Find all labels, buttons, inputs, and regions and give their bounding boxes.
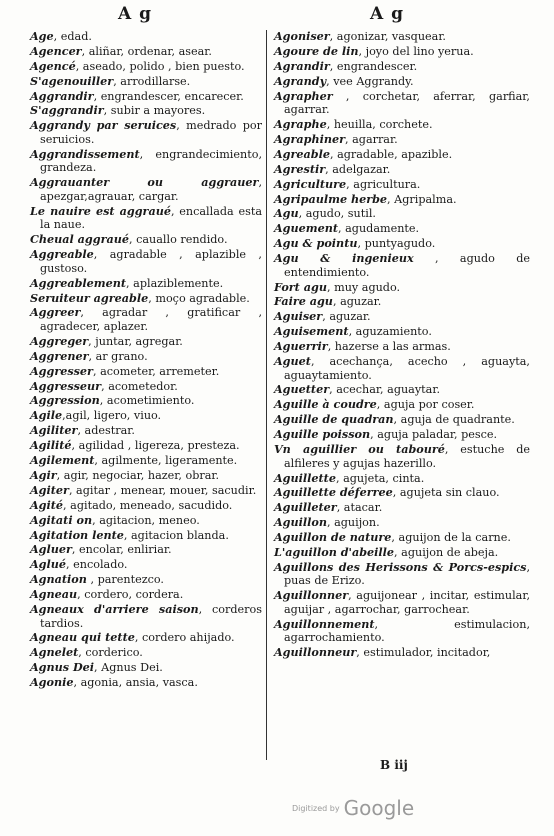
entry-headword: Aggrandy par seruices <box>30 118 177 133</box>
entry-headword: Aggrandir <box>30 88 94 103</box>
entry-definition: , agitado, meneado, sacudido. <box>63 498 233 512</box>
dictionary-entry <box>30 543 262 557</box>
dictionary-entry <box>274 281 530 295</box>
entry-definition: , hazerse a las armas. <box>327 340 451 354</box>
entry-definition: , puntyagudo. <box>357 237 436 251</box>
dictionary-entry <box>274 30 530 44</box>
entry-headword: Aguillonner <box>274 588 349 603</box>
entry-definition: , acometimiento. <box>99 394 195 408</box>
entry-headword: Agoniser <box>274 29 330 43</box>
dictionary-entry <box>30 233 262 247</box>
entry-headword: Agneau qui tette <box>30 630 135 645</box>
entry-definition: , agradable, apazible. <box>329 147 453 161</box>
entry-headword: Agiter <box>30 482 69 497</box>
dictionary-entry <box>274 355 530 382</box>
dictionary-entry <box>30 380 262 394</box>
entry-definition: , estimulador, incitador, <box>356 646 491 660</box>
dictionary-entry <box>274 561 530 588</box>
dictionary-entry <box>30 119 262 146</box>
entry-definition: , apezgar,agrauar, cargar. <box>40 176 262 203</box>
dictionary-entry <box>30 454 262 468</box>
dictionary-entry <box>30 499 262 513</box>
entry-definition: , acechar, aguaytar. <box>329 383 441 397</box>
dictionary-entry <box>274 546 530 560</box>
dictionary-entry <box>30 60 262 74</box>
entry-definition: , medrado por seruicios. <box>40 119 262 146</box>
entry-headword: Agilement <box>30 453 95 468</box>
dictionary-entry <box>30 424 262 438</box>
dictionary-entry <box>274 413 530 427</box>
dictionary-entry <box>274 383 530 397</box>
entry-headword: Aggreer <box>30 305 81 320</box>
dictionary-entry <box>274 646 530 660</box>
entry-definition: , edad. <box>53 30 92 43</box>
entry-headword: Aguillette déferree <box>274 485 393 500</box>
dictionary-entry <box>274 252 530 279</box>
entry-headword: Aguillon <box>274 515 327 530</box>
dictionary-entry <box>274 618 530 645</box>
entry-headword: Aguiser <box>274 309 323 324</box>
dictionary-entry <box>274 118 530 132</box>
dictionary-entry <box>30 573 262 587</box>
entry-definition: , aliñar, ordenar, asear. <box>81 44 212 58</box>
dictionary-entry <box>30 409 262 423</box>
entry-headword: Agu & ingenieux <box>274 251 414 266</box>
dictionary-entry <box>274 310 530 324</box>
entry-definition: , Agnus Dei. <box>94 661 163 675</box>
entry-definition: , cordero ahijado. <box>134 631 235 645</box>
entry-definition: , aguijonear , incitar, estimular, aguijar , agarrochar, garrochear. <box>284 589 530 616</box>
entry-headword: Seruiteur agreable <box>30 290 149 305</box>
dictionary-entry <box>30 277 262 291</box>
entry-headword: Agrestir <box>274 161 326 176</box>
entry-definition: , subir a mayores. <box>103 104 206 118</box>
right-column <box>274 30 530 661</box>
entry-definition: , aguzar. <box>322 310 371 324</box>
dictionary-entry <box>274 163 530 177</box>
entry-definition: , aseado, polido , bien puesto. <box>75 59 245 73</box>
dictionary-entry <box>274 90 530 117</box>
entry-definition: , adestrar. <box>77 424 135 438</box>
entry-headword: Agitation lente <box>30 527 124 542</box>
entry-headword: Agonie <box>30 675 74 690</box>
entry-headword: Aguille poisson <box>274 427 371 442</box>
dictionary-entry <box>30 676 262 690</box>
entry-headword: Agitati on <box>30 512 93 527</box>
entry-definition: , muy agudo. <box>326 280 401 294</box>
entry-headword: Aggresseur <box>30 378 102 393</box>
entry-definition: , encolado. <box>66 558 128 572</box>
dictionary-entry <box>274 443 530 470</box>
dictionary-entry <box>274 516 530 530</box>
dictionary-entry <box>274 222 530 236</box>
entry-definition: , agonizar, vasquear. <box>329 30 446 43</box>
dictionary-entry <box>30 439 262 453</box>
dictionary-entry <box>30 176 262 203</box>
dictionary-entry <box>274 531 530 545</box>
entry-headword: Agilité <box>30 438 72 453</box>
entry-definition: , adelgazar. <box>325 162 391 176</box>
dictionary-entry <box>30 661 262 675</box>
entry-headword: Le nauire est aggraué <box>30 203 171 218</box>
entry-headword: Agu & pointu <box>274 236 358 251</box>
entry-headword: Aguillon de nature <box>274 530 392 545</box>
entry-headword: Agluer <box>30 542 72 557</box>
entry-headword: Agnelet <box>30 645 79 660</box>
entry-headword: Agité <box>30 497 64 512</box>
dictionary-entry <box>274 398 530 412</box>
dictionary-entry <box>30 205 262 232</box>
entry-definition: , agilmente, ligeramente. <box>94 454 238 468</box>
entry-headword: Aggresser <box>30 363 93 378</box>
entry-headword: Aguilleter <box>274 500 337 515</box>
entry-headword: Agreable <box>274 146 330 161</box>
entry-definition: , engrandecimiento, grandeza. <box>40 147 262 175</box>
entry-headword: Aggreger <box>30 333 89 348</box>
entry-definition: , juntar, agregar. <box>88 334 183 348</box>
dictionary-entry <box>274 45 530 59</box>
dictionary-entry <box>274 60 530 74</box>
dictionary-entry <box>274 178 530 192</box>
entry-headword: Agir <box>30 467 57 482</box>
entry-definition: , agradar , gratificar , agradecer, aplazer. <box>40 306 262 334</box>
entry-headword: Faire agu <box>274 294 333 309</box>
entry-definition: , engrandescer, encarecer. <box>93 89 244 103</box>
dictionary-entry <box>30 45 262 59</box>
entry-definition: , heuilla, corchete. <box>326 118 433 132</box>
entry-headword: Fort agu <box>274 279 327 294</box>
entry-headword: Agencé <box>30 58 76 73</box>
dictionary-entry <box>274 237 530 251</box>
dictionary-entry <box>30 90 262 104</box>
dictionary-entry <box>274 340 530 354</box>
entry-headword: Aguillonnement <box>274 616 375 631</box>
dictionary-entry <box>30 365 262 379</box>
entry-definition: , aguijon. <box>326 516 380 530</box>
signature-mark: B iij <box>380 758 408 772</box>
entry-definition: , agujeta, cinta. <box>335 471 425 485</box>
dictionary-entry <box>274 589 530 616</box>
google-logo: Google <box>343 796 415 820</box>
entry-definition: , aguijon de la carne. <box>391 531 511 545</box>
entry-definition: , agujeta sin clauo. <box>392 486 500 500</box>
entry-headword: Agnus Dei <box>30 660 95 675</box>
entry-definition: , encolar, enliriar. <box>71 543 172 557</box>
entry-headword: Agencer <box>30 43 82 58</box>
entry-headword: Aguillonneur <box>274 645 357 660</box>
entry-definition: , vee Aggrandy. <box>326 74 414 88</box>
dictionary-entry <box>30 603 262 630</box>
entry-definition: , aguzamiento. <box>348 325 432 339</box>
entry-definition: , agarrar. <box>345 132 398 146</box>
entry-definition: , aguja de quadrante. <box>393 413 515 427</box>
entry-headword: Agnation <box>30 572 87 587</box>
dictionary-entry <box>274 501 530 515</box>
entry-headword: Agneau <box>30 587 78 602</box>
dictionary-entry <box>274 207 530 221</box>
entry-definition: , atacar. <box>336 501 383 515</box>
entry-definition: , Agripalma. <box>387 192 457 206</box>
entry-definition: , agudamente. <box>338 222 420 236</box>
entry-headword: Aguisement <box>274 324 349 339</box>
entry-headword: Aguetter <box>274 382 330 397</box>
dictionary-entry <box>274 193 530 207</box>
entry-headword: Aguet <box>274 354 311 368</box>
entry-definition: , cordero, cordera. <box>77 588 184 602</box>
entry-definition: , aplaziblemente. <box>126 276 224 290</box>
entry-headword: Agripaulme herbe <box>274 191 388 206</box>
entry-definition: , aguja paladar, pesce. <box>370 428 498 442</box>
dictionary-entry <box>30 588 262 602</box>
entry-definition: , agitacion, meneo. <box>92 513 200 527</box>
dictionary-entry <box>274 75 530 89</box>
entry-definition: , corchetar, aferrar, garfiar, agarrar. <box>284 89 530 117</box>
entry-definition: , parentezco. <box>86 573 164 587</box>
column-divider <box>266 30 267 760</box>
entry-definition: ,agil, ligero, viuo. <box>62 409 162 423</box>
dictionary-entry <box>274 428 530 442</box>
entry-headword: Vn aguillier ou tabouré <box>274 442 445 457</box>
dictionary-entry <box>30 248 262 275</box>
entry-headword: Aggression <box>30 393 100 408</box>
entry-definition: , estuche de alfileres y agujas hazerillo. <box>284 443 530 470</box>
entry-definition: , agilidad , ligereza, presteza. <box>71 439 240 453</box>
dictionary-entry <box>30 148 262 175</box>
entry-headword: Agriculture <box>274 176 347 191</box>
header-left: A g <box>118 4 152 24</box>
entry-headword: Aggreable <box>30 247 94 262</box>
running-header <box>0 4 554 30</box>
entry-definition: , arrodillarse. <box>113 74 191 88</box>
dictionary-entry <box>30 75 262 89</box>
dictionary-entry <box>274 148 530 162</box>
dictionary-entry <box>30 306 262 333</box>
entry-definition: , agir, negociar, hazer, obrar. <box>56 468 220 482</box>
entry-headword: S'aggrandir <box>30 103 104 118</box>
dictionary-entry <box>30 30 262 44</box>
entry-headword: Aguille à coudre <box>274 397 377 412</box>
entry-headword: Aggreablement <box>30 275 127 290</box>
entry-headword: Aguerrir <box>274 339 328 354</box>
dictionary-entry <box>30 104 262 118</box>
entry-headword: Aguement <box>274 221 339 236</box>
dictionary-entry <box>30 335 262 349</box>
entry-headword: L'aguillon d'abeille <box>274 544 395 559</box>
dictionary-entry <box>30 558 262 572</box>
entry-definition: , joyo del lino yerua. <box>358 44 474 58</box>
entry-definition: , aguja por coser. <box>376 398 475 412</box>
entry-headword: Agraphe <box>274 117 327 132</box>
entry-headword: Agrandy <box>274 73 327 88</box>
entry-definition: , agonia, ansia, vasca. <box>73 676 198 690</box>
dictionary-entry <box>274 325 530 339</box>
dictionary-entry <box>30 514 262 528</box>
header-right: A g <box>370 4 404 24</box>
dictionary-entry <box>30 484 262 498</box>
entry-definition: , agradable , aplazible , gustoso. <box>40 248 262 275</box>
entry-headword: Agrapher <box>274 88 333 103</box>
entry-definition: , cauallo rendido. <box>128 233 228 247</box>
dictionary-entry <box>30 350 262 364</box>
entry-definition: , corderos tardios. <box>40 602 263 630</box>
entry-definition: , agitacion blanda. <box>123 528 229 542</box>
watermark-prefix: Digitized by <box>292 803 340 813</box>
entry-definition: , aguzar. <box>332 295 382 309</box>
dictionary-entry <box>30 529 262 543</box>
entry-definition: , acometedor. <box>101 379 178 393</box>
entry-definition: , moço agradable. <box>148 291 250 305</box>
dictionary-entry <box>274 486 530 500</box>
entry-definition: , engrandescer. <box>329 59 418 73</box>
entry-headword: Agu <box>274 206 299 221</box>
dictionary-entry <box>30 631 262 645</box>
entry-headword: S'agenouiller <box>30 73 114 88</box>
entry-headword: Cheual aggraué <box>30 232 129 247</box>
entry-definition: , ar grano. <box>88 349 148 363</box>
entry-headword: Agoure de lin <box>274 43 359 58</box>
entry-definition: , encallada esta la naue. <box>40 204 262 232</box>
google-watermark <box>292 796 414 820</box>
entry-definition: , agudo, sutil. <box>298 207 376 221</box>
entry-definition: , agitar , menear, mouer, sacudir. <box>68 483 257 497</box>
entry-definition: , agricultura. <box>346 177 421 191</box>
entry-headword: Agiliter <box>30 423 78 438</box>
entry-definition: , acechança, acecho , aguayta, aguaytamiento. <box>284 355 530 382</box>
entry-headword: Age <box>30 29 54 43</box>
entry-headword: Aglué <box>30 557 67 572</box>
dictionary-entry <box>30 646 262 660</box>
entry-definition: , estimulacion, agarrochamiento. <box>284 617 530 645</box>
dictionary-entry <box>274 133 530 147</box>
entry-definition: , puas de Erizo. <box>284 560 530 588</box>
dictionary-entry <box>274 295 530 309</box>
entry-headword: Aguillette <box>274 470 336 485</box>
entry-definition: , aguijon de abeja. <box>394 545 499 559</box>
entry-headword: Agile <box>30 408 63 423</box>
entry-definition: , acometer, arremeter. <box>92 364 220 378</box>
dictionary-entry <box>30 292 262 306</box>
entry-definition: , agudo de entendimiento. <box>284 252 530 279</box>
entry-headword: Agrandir <box>274 58 330 73</box>
entry-definition: , corderico. <box>78 646 143 660</box>
dictionary-entry <box>30 469 262 483</box>
dictionary-entry <box>274 472 530 486</box>
entry-headword: Aguille de quadran <box>274 412 394 427</box>
entry-headword: Aggrener <box>30 348 89 363</box>
entry-headword: Agraphiner <box>274 131 345 146</box>
left-column <box>30 30 262 691</box>
dictionary-entry <box>30 394 262 408</box>
entry-headword: Aguillons des Herissons & Porcs-espics <box>274 559 527 574</box>
entry-headword: Aggrauanter ou aggrauer <box>30 175 259 190</box>
entry-headword: Agneaux d'arriere saison <box>30 601 199 616</box>
entry-headword: Aggrandissement <box>30 146 140 161</box>
